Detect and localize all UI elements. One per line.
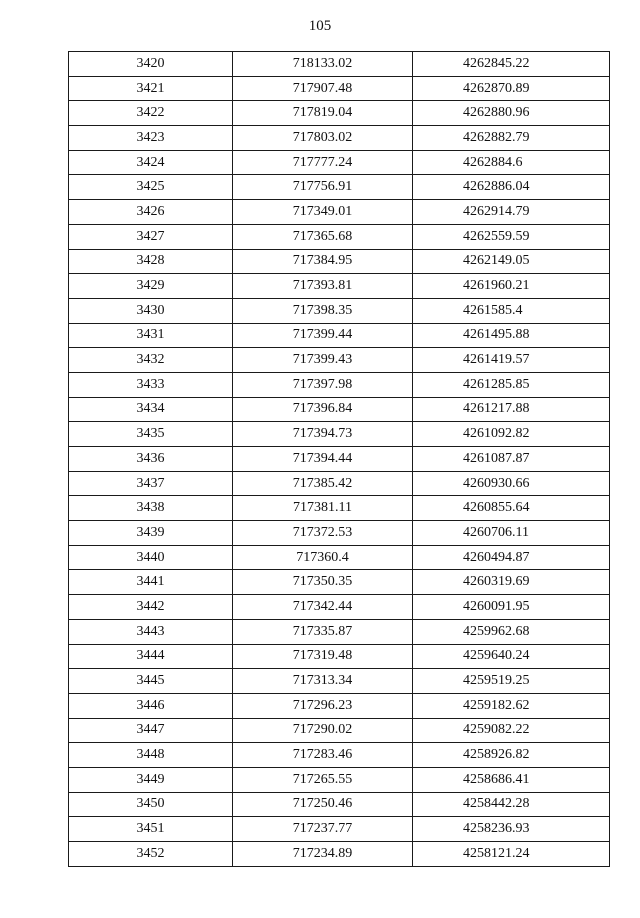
point-number-cell: 3447 [69,718,233,743]
point-number-cell: 3434 [69,397,233,422]
point-number-cell: 3444 [69,644,233,669]
point-number-cell: 3430 [69,298,233,323]
point-number-cell: 3421 [69,76,233,101]
point-number-cell: 3442 [69,595,233,620]
table-row [69,200,610,225]
table-row [69,693,610,718]
point-number-cell: 3420 [69,52,233,77]
table-row [69,718,610,743]
y-coordinate-cell: 4262884.6 [413,150,610,175]
table-row [69,595,610,620]
y-coordinate-cell: 4259182.62 [413,693,610,718]
point-number-cell: 3431 [69,323,233,348]
y-coordinate-cell: 4261087.87 [413,447,610,472]
point-number-cell: 3423 [69,126,233,151]
table-row [69,298,610,323]
table-row [69,817,610,842]
y-coordinate-cell: 4258236.93 [413,817,610,842]
x-coordinate-cell: 717365.68 [233,224,413,249]
y-coordinate-cell: 4258926.82 [413,743,610,768]
table-row [69,669,610,694]
table-row [69,545,610,570]
x-coordinate-cell: 718133.02 [233,52,413,77]
x-coordinate-cell: 717350.35 [233,570,413,595]
x-coordinate-cell: 717399.44 [233,323,413,348]
y-coordinate-cell: 4260855.64 [413,496,610,521]
table-row [69,348,610,373]
x-coordinate-cell: 717335.87 [233,619,413,644]
point-number-cell: 3448 [69,743,233,768]
table-row [69,397,610,422]
x-coordinate-cell: 717360.4 [233,545,413,570]
x-coordinate-cell: 717283.46 [233,743,413,768]
y-coordinate-cell: 4261092.82 [413,422,610,447]
y-coordinate-cell: 4258686.41 [413,767,610,792]
x-coordinate-cell: 717819.04 [233,101,413,126]
x-coordinate-cell: 717342.44 [233,595,413,620]
point-number-cell: 3440 [69,545,233,570]
x-coordinate-cell: 717384.95 [233,249,413,274]
x-coordinate-cell: 717296.23 [233,693,413,718]
point-number-cell: 3446 [69,693,233,718]
point-number-cell: 3433 [69,372,233,397]
point-number-cell: 3432 [69,348,233,373]
y-coordinate-cell: 4259082.22 [413,718,610,743]
point-number-cell: 3425 [69,175,233,200]
coordinate-table-body [69,52,610,867]
y-coordinate-cell: 4262149.05 [413,249,610,274]
x-coordinate-cell: 717313.34 [233,669,413,694]
table-row [69,422,610,447]
table-row [69,644,610,669]
point-number-cell: 3435 [69,422,233,447]
y-coordinate-cell: 4260930.66 [413,471,610,496]
y-coordinate-cell: 4261495.88 [413,323,610,348]
y-coordinate-cell: 4262914.79 [413,200,610,225]
table-row [69,471,610,496]
y-coordinate-cell: 4262880.96 [413,101,610,126]
table-row [69,175,610,200]
y-coordinate-cell: 4261419.57 [413,348,610,373]
y-coordinate-cell: 4261285.85 [413,372,610,397]
table-row [69,372,610,397]
point-number-cell: 3422 [69,101,233,126]
y-coordinate-cell: 4258442.28 [413,792,610,817]
y-coordinate-cell: 4260494.87 [413,545,610,570]
point-number-cell: 3452 [69,842,233,867]
table-row [69,619,610,644]
table-row [69,274,610,299]
y-coordinate-cell: 4262559.59 [413,224,610,249]
x-coordinate-cell: 717397.98 [233,372,413,397]
x-coordinate-cell: 717399.43 [233,348,413,373]
page-number: 105 [308,18,332,34]
x-coordinate-cell: 717265.55 [233,767,413,792]
x-coordinate-cell: 717907.48 [233,76,413,101]
point-number-cell: 3450 [69,792,233,817]
x-coordinate-cell: 717394.44 [233,447,413,472]
point-number-cell: 3443 [69,619,233,644]
table-row [69,126,610,151]
point-number-cell: 3449 [69,767,233,792]
x-coordinate-cell: 717237.77 [233,817,413,842]
point-number-cell: 3439 [69,521,233,546]
table-row [69,521,610,546]
table-row [69,76,610,101]
x-coordinate-cell: 717381.11 [233,496,413,521]
y-coordinate-cell: 4258121.24 [413,842,610,867]
point-number-cell: 3426 [69,200,233,225]
x-coordinate-cell: 717250.46 [233,792,413,817]
table-row [69,496,610,521]
point-number-cell: 3429 [69,274,233,299]
x-coordinate-cell: 717319.48 [233,644,413,669]
point-number-cell: 3438 [69,496,233,521]
x-coordinate-cell: 717396.84 [233,397,413,422]
table-row [69,52,610,77]
table-row [69,792,610,817]
y-coordinate-cell: 4261960.21 [413,274,610,299]
y-coordinate-cell: 4259519.25 [413,669,610,694]
point-number-cell: 3437 [69,471,233,496]
table-row [69,842,610,867]
x-coordinate-cell: 717393.81 [233,274,413,299]
point-number-cell: 3428 [69,249,233,274]
x-coordinate-cell: 717398.35 [233,298,413,323]
x-coordinate-cell: 717803.02 [233,126,413,151]
x-coordinate-cell: 717385.42 [233,471,413,496]
x-coordinate-cell: 717394.73 [233,422,413,447]
y-coordinate-cell: 4260319.69 [413,570,610,595]
y-coordinate-cell: 4262870.89 [413,76,610,101]
table-row [69,150,610,175]
table-row [69,249,610,274]
point-number-cell: 3436 [69,447,233,472]
x-coordinate-cell: 717349.01 [233,200,413,225]
y-coordinate-cell: 4261585.4 [413,298,610,323]
point-number-cell: 3445 [69,669,233,694]
y-coordinate-cell: 4260091.95 [413,595,610,620]
x-coordinate-cell: 717777.24 [233,150,413,175]
y-coordinate-cell: 4259640.24 [413,644,610,669]
x-coordinate-cell: 717756.91 [233,175,413,200]
x-coordinate-cell: 717372.53 [233,521,413,546]
y-coordinate-cell: 4262845.22 [413,52,610,77]
x-coordinate-cell: 717290.02 [233,718,413,743]
coordinate-table [68,51,610,867]
table-row [69,767,610,792]
y-coordinate-cell: 4262882.79 [413,126,610,151]
y-coordinate-cell: 4261217.88 [413,397,610,422]
table-row [69,323,610,348]
table-row [69,447,610,472]
y-coordinate-cell: 4260706.11 [413,521,610,546]
point-number-cell: 3427 [69,224,233,249]
point-number-cell: 3441 [69,570,233,595]
table-row [69,101,610,126]
point-number-cell: 3424 [69,150,233,175]
table-row [69,224,610,249]
y-coordinate-cell: 4262886.04 [413,175,610,200]
y-coordinate-cell: 4259962.68 [413,619,610,644]
table-row [69,743,610,768]
point-number-cell: 3451 [69,817,233,842]
x-coordinate-cell: 717234.89 [233,842,413,867]
table-row [69,570,610,595]
